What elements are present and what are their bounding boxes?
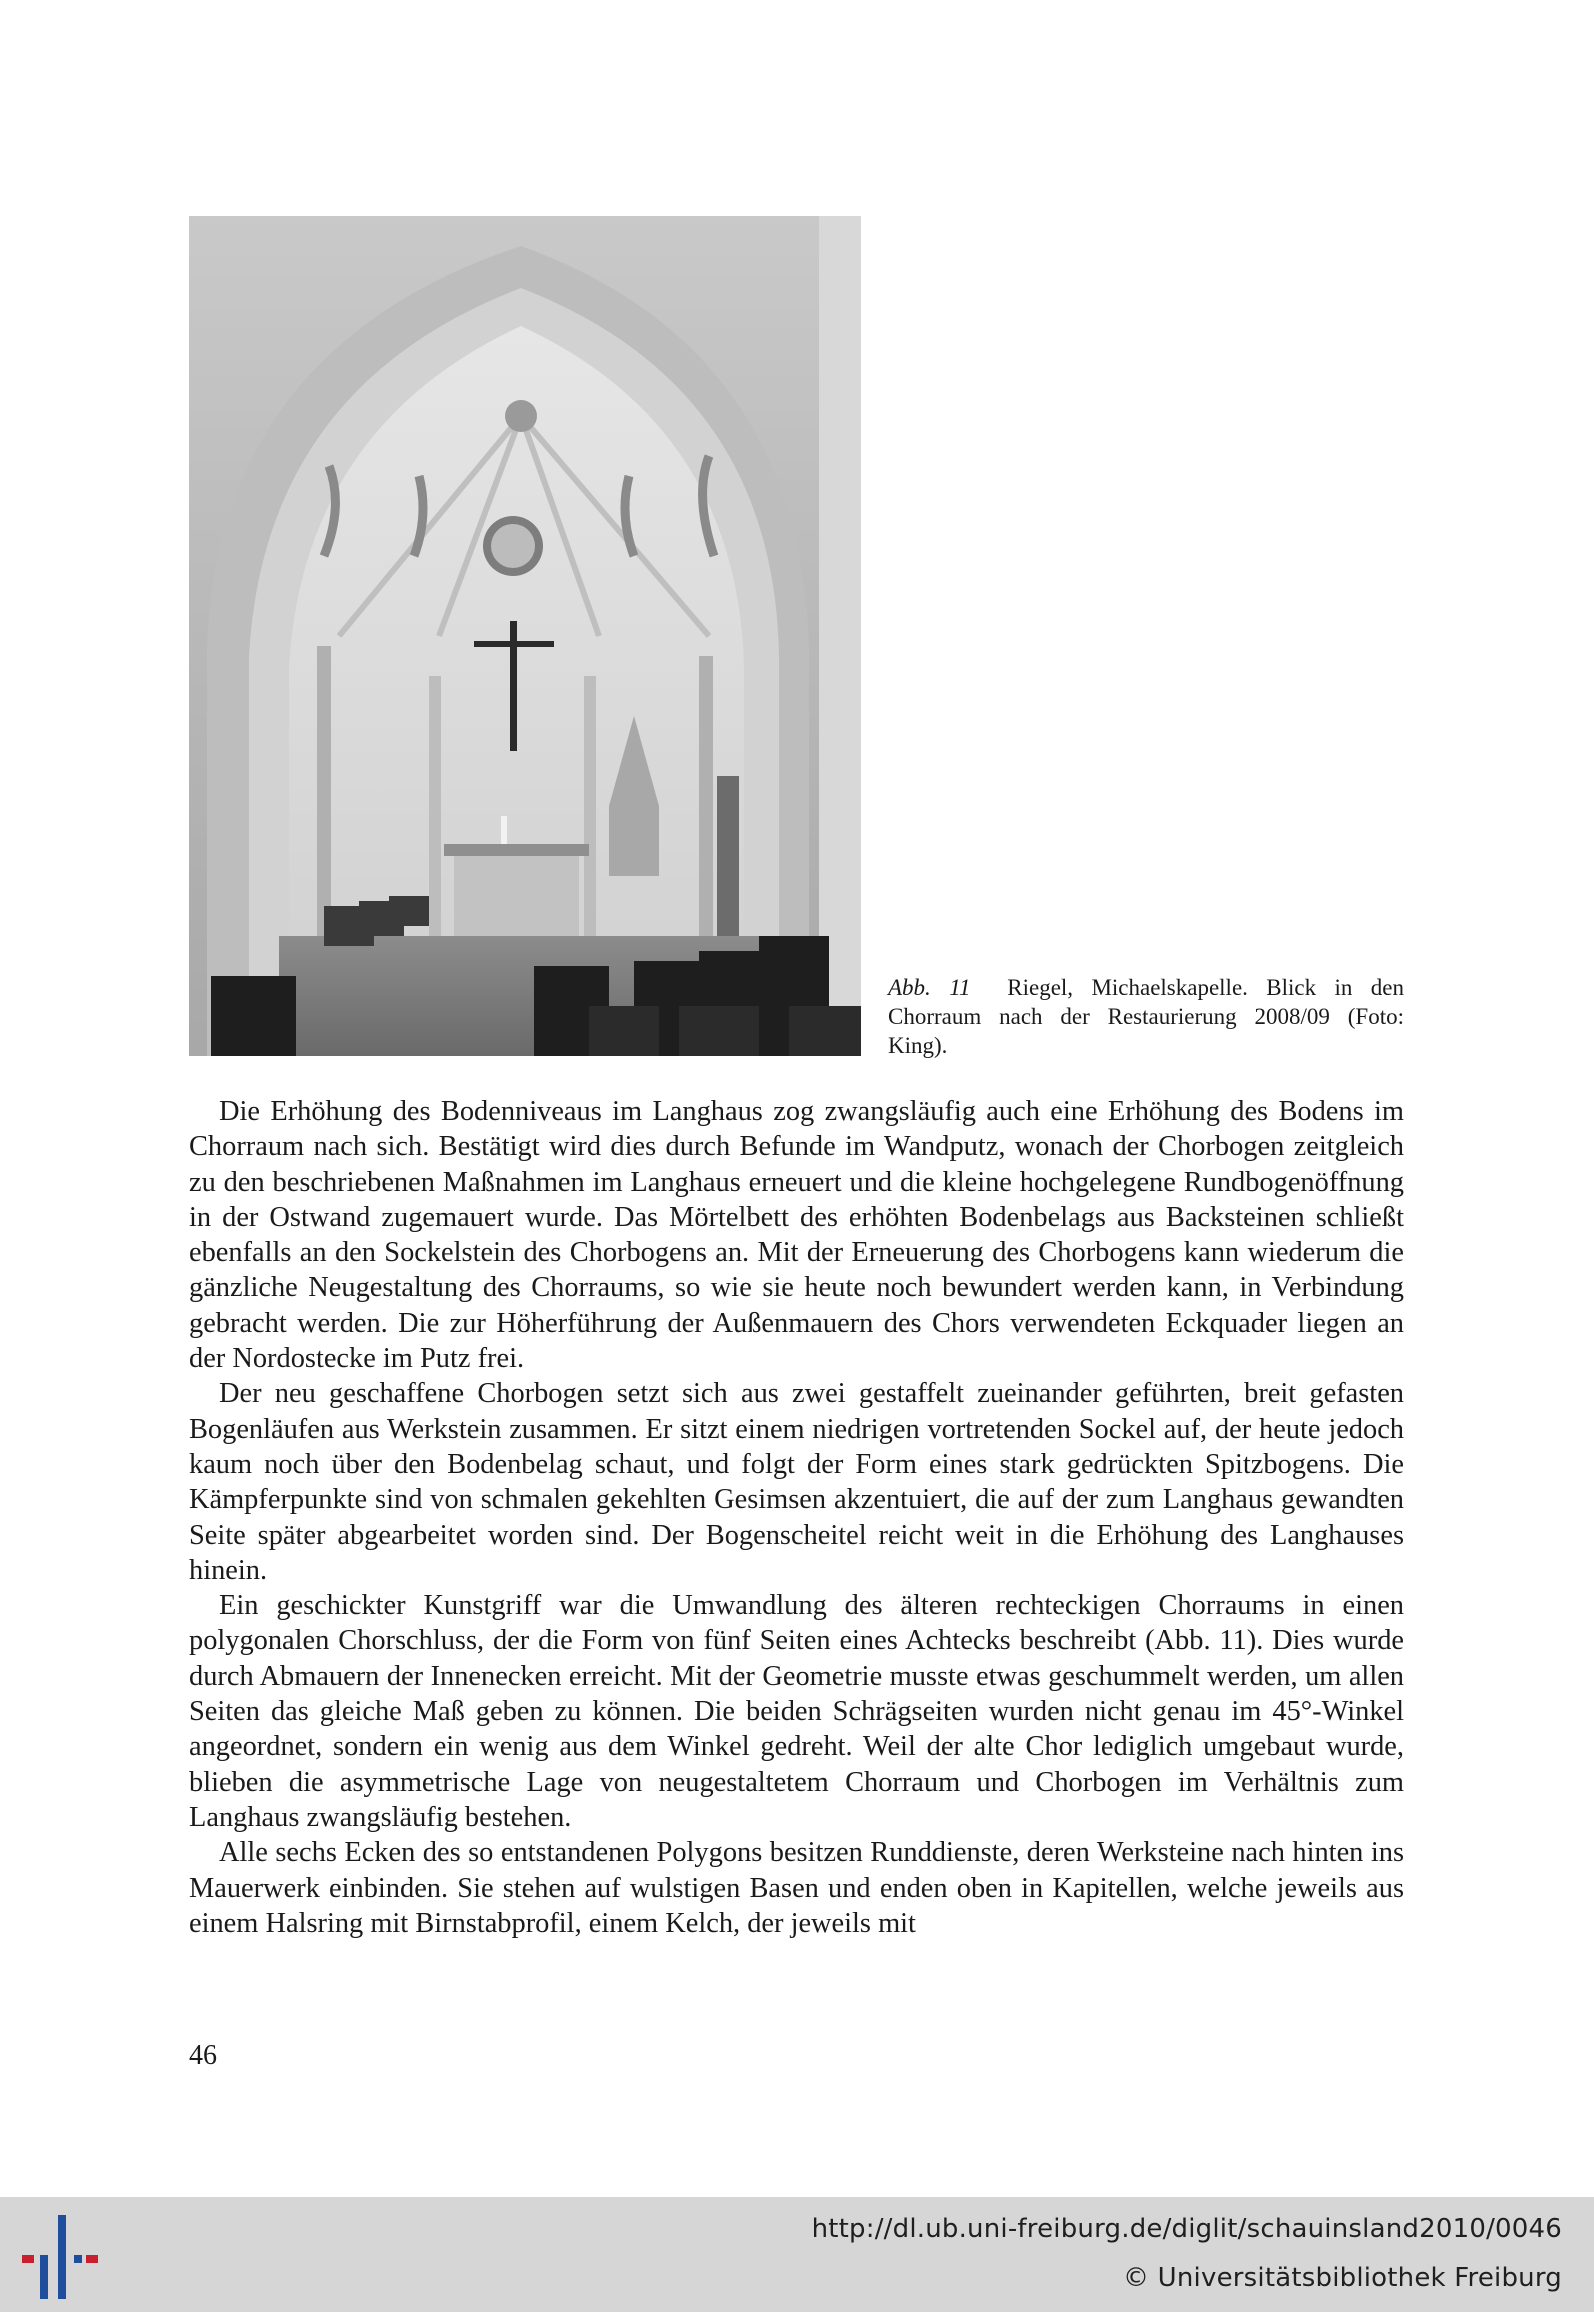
ub-freiburg-logo-icon [18,2215,102,2299]
paragraph-3: Ein geschickter Kunstgriff war die Umwandlung des älteren rechteckigen Chorraums in einen polygonalen Chorschluss, der die Form von fünf Seiten eines Achtecks beschreibt (Abb. 11). Dies wurde durch Abmauern der Innenecken erreicht. Mit der Geometrie musste etwas geschummelt werden, um allen Seiten das gleiche Maß geben zu können. Die beiden Schrägseiten wurden nicht genau im 45°-Winkel angeordnet, sondern ein wenig aus dem Winkel gedreht. Weil der alte Chor lediglich umgebaut wurde, blieben die asymmetrische Lage von neugestaltetem Chorraum und Chorbogen im Verhältnis zum Langhaus zwangsläufig bestehen. [189,1590,1404,1833]
copyright-notice: © Universitätsbibliothek Freiburg [1122,2263,1562,2293]
page-number: 46 [189,2040,217,2071]
caption-text: Riegel, Michaelskapelle. Blick in den Chorraum nach der Restaurierung 2008/09 (Foto: King). [888,975,1404,1058]
caption-label: Abb. 11 [888,975,971,1000]
paragraph-2: Der neu geschaffene Chorbogen setzt sich aus zwei gestaffelt zueinander geführten, breit gefasten Bogenläufen aus Werkstein zusammen. Er sitzt einem niedrigen vortretenden Sockel auf, der heute jedoch kaum noch über den Bodenbelag schaut, und folgt der Form eines stark gedrückten Spitzbogens. Die Kämpferpunkte sind von schmalen gekehlten Gesimsen akzentuiert, die auf der zum Langhaus gewandten Seite später abgearbeitet worden sind. Der Bogenscheitel reicht weit in die Erhöhung des Langhauses hinein. [189,1378,1404,1586]
chapel-interior-photo [189,216,861,1056]
figure-photo [189,216,861,1056]
footer-bar [0,2197,1594,2312]
paragraph-1: Die Erhöhung des Bodenniveaus im Langhaus zog zwangsläufig auch eine Erhöhung des Bodens im Chorraum nach sich. Bestätigt wird dies durch Befunde im Wandputz, wonach der Chorbogen zeitgleich zu den beschriebenen Maßnahmen im Langhaus erneuert und die kleine hochgelegene Rundbogenöffnung in der Ostwand zugemauert wurde. Das Mörtelbett des erhöhten Bodenbelags aus Backsteinen schließt ebenfalls an den Sockelstein des Chorbogens an. Mit der Erneuerung des Chorbogens kann wiederum die gänzliche Neugestaltung des Chorraums, so wie sie heute noch bewundert werden kann, in Verbindung gebracht werden. Die zur Höherführung der Außenmauern des Chors verwendeten Eckquader liegen an der Nordostecke im Putz frei. [189,1096,1404,1375]
paragraph-4: Alle sechs Ecken des so entstandenen Polygons besitzen Runddienste, deren Werksteine nach hinten ins Mauerwerk einbinden. Sie stehen auf wulstigen Basen und enden oben in Kapitellen, welche jeweils aus einem Halsring mit Birnstabprofil, einem Kelch, der jeweils mit [189,1837,1404,1939]
body-text [189,1094,1404,1941]
document-url-link[interactable]: http://dl.ub.uni-freiburg.de/diglit/schauinsland2010/0046 [811,2214,1562,2244]
figure-caption [888,973,1404,1060]
